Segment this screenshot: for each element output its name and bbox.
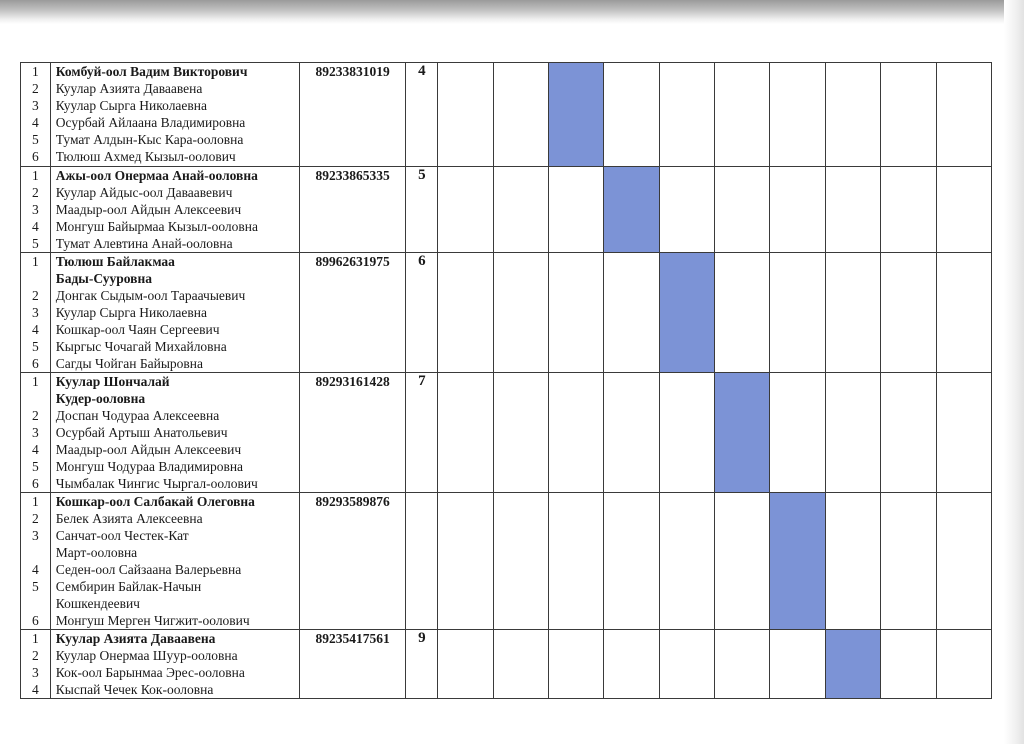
member-name: Монгуш Чодураа Владимировна: [55, 459, 244, 474]
group-number: 4: [406, 63, 438, 167]
member-name: Кыргыс Чочагай Михайловна: [55, 339, 227, 354]
member-names: [50, 167, 299, 253]
schedule-cell-filled: [715, 373, 770, 493]
member-names: [50, 493, 299, 630]
schedule-cell: [493, 253, 548, 373]
member-number: [21, 390, 50, 407]
member-number: 3: [32, 425, 39, 440]
schedule-cell: [549, 373, 604, 493]
member-number: 1: [32, 494, 39, 509]
group-row: [21, 493, 992, 630]
schedule-cell: [881, 167, 936, 253]
schedule-cell: [715, 167, 770, 253]
schedule-cell: [936, 630, 991, 699]
schedule-cell: [493, 493, 548, 630]
schedule-cell: [825, 253, 880, 373]
schedule-cell-filled: [549, 63, 604, 167]
group-row: [21, 167, 992, 253]
member-number: 3: [32, 528, 39, 543]
member-number: 3: [32, 305, 39, 320]
member-numbers: [21, 630, 51, 699]
member-name: Куулар Онермаа Шуур-ооловна: [55, 648, 238, 663]
schedule-cell: [438, 253, 493, 373]
group-row: [21, 373, 992, 493]
group-row: [21, 630, 992, 699]
member-number: 5: [32, 579, 39, 594]
schedule-cell: [493, 373, 548, 493]
schedule-cell: [438, 373, 493, 493]
member-name: Кошкар-оол Чаян Сергеевич: [55, 322, 220, 337]
member-number: 2: [32, 511, 39, 526]
member-number: 1: [32, 168, 39, 183]
member-name: Куулар Азията Даваавена: [55, 81, 203, 96]
member-name: Тумат Алдын-Кыс Кара-ооловна: [55, 132, 244, 147]
phone-number: 89293161428: [299, 373, 405, 493]
member-name: Чымбалак Чингис Чыргал-оолович: [55, 476, 258, 491]
group-row: [21, 63, 992, 167]
member-numbers: [21, 493, 51, 630]
member-name: Осурбай Айлаана Владимировна: [55, 115, 246, 130]
member-number: 5: [32, 132, 39, 147]
member-number: 6: [32, 356, 39, 371]
member-number: 3: [32, 202, 39, 217]
schedule-cell: [825, 373, 880, 493]
member-number: [21, 544, 50, 561]
schedule-cell: [770, 253, 825, 373]
member-name: Седен-оол Сайзаана Валерьевна: [55, 562, 242, 577]
schedule-cell: [438, 63, 493, 167]
schedule-cell: [715, 630, 770, 699]
schedule-cell: [438, 630, 493, 699]
schedule-cell: [770, 63, 825, 167]
member-name: Монгуш Мерген Чигжит-оолович: [55, 613, 250, 628]
schedule-cell: [438, 493, 493, 630]
member-number: 4: [32, 322, 39, 337]
schedule-cell: [715, 253, 770, 373]
schedule-cell: [659, 630, 714, 699]
schedule-cell: [659, 63, 714, 167]
schedule-cell-filled: [825, 630, 880, 699]
schedule-table: [20, 62, 992, 699]
schedule-cell: [770, 373, 825, 493]
phone-number: 89233865335: [299, 167, 405, 253]
member-number: 6: [32, 613, 39, 628]
schedule-cell: [604, 63, 659, 167]
member-number: 5: [32, 339, 39, 354]
member-name-lead: Кудер-ооловна: [55, 391, 146, 406]
scan-shadow-right: [1004, 0, 1024, 744]
member-name: Кошкендеевич: [55, 596, 140, 611]
member-name: Сембирин Байлак-Начын: [55, 579, 202, 594]
member-number: 6: [32, 149, 39, 164]
member-number: 4: [32, 219, 39, 234]
member-number: 4: [32, 682, 39, 697]
schedule-cell: [604, 373, 659, 493]
schedule-cell: [936, 373, 991, 493]
scan-shadow-top: [0, 0, 1024, 24]
member-name: Маадыр-оол Айдын Алексеевич: [55, 202, 242, 217]
schedule-cell: [493, 63, 548, 167]
schedule-cell: [715, 63, 770, 167]
schedule-cell: [549, 253, 604, 373]
schedule-body: [21, 63, 992, 699]
member-names: [50, 63, 299, 167]
member-name: Куулар Айдыс-оол Даваавевич: [55, 185, 233, 200]
member-name: Осурбай Артыш Анатольевич: [55, 425, 228, 440]
member-name: Кыспай Чечек Кок-ооловна: [55, 682, 214, 697]
group-number: 5: [406, 167, 438, 253]
member-number: 1: [32, 64, 39, 79]
member-number: 2: [32, 408, 39, 423]
schedule-cell: [549, 630, 604, 699]
schedule-cell: [881, 630, 936, 699]
phone-number: 89962631975: [299, 253, 405, 373]
schedule-cell-filled: [659, 253, 714, 373]
schedule-cell: [715, 493, 770, 630]
member-name: Маадыр-оол Айдын Алексеевич: [55, 442, 242, 457]
member-name: Кок-оол Барынмаа Эрес-ооловна: [55, 665, 245, 680]
member-name: Санчат-оол Честек-Кат: [55, 528, 189, 543]
member-names: [50, 373, 299, 493]
schedule-cell: [493, 167, 548, 253]
schedule-cell: [825, 63, 880, 167]
phone-number: 89233831019: [299, 63, 405, 167]
group-row: [21, 253, 992, 373]
member-name-lead: Ажы-оол Онермаа Анай-ооловна: [55, 168, 258, 183]
member-name-lead: Тюлюш Байлакмаа: [55, 254, 175, 269]
member-number: 2: [32, 81, 39, 96]
member-name-lead: Бады-Сууровна: [55, 271, 152, 286]
member-number: 4: [32, 562, 39, 577]
member-names: [50, 253, 299, 373]
schedule-cell: [604, 253, 659, 373]
schedule-cell: [881, 493, 936, 630]
schedule-cell: [604, 630, 659, 699]
schedule-cell: [659, 167, 714, 253]
member-name: Доспан Чодураа Алексеевна: [55, 408, 220, 423]
member-number: [21, 270, 50, 287]
member-name: Март-ооловна: [55, 545, 138, 560]
member-name: Куулар Сырга Николаевна: [55, 98, 208, 113]
schedule-cell: [549, 167, 604, 253]
member-numbers: [21, 373, 51, 493]
member-number: 2: [32, 288, 39, 303]
member-name: Тюлюш Ахмед Кызыл-оолович: [55, 149, 236, 164]
member-name: Монгуш Байырмаа Кызыл-ооловна: [55, 219, 259, 234]
schedule-cell: [936, 167, 991, 253]
member-name-lead: Куулар Азията Даваавена: [55, 631, 216, 646]
group-number: [406, 493, 438, 630]
group-number: 6: [406, 253, 438, 373]
member-number: 2: [32, 185, 39, 200]
group-number: 7: [406, 373, 438, 493]
schedule-cell-filled: [770, 493, 825, 630]
member-number: 6: [32, 476, 39, 491]
member-number: 4: [32, 442, 39, 457]
schedule-cell: [825, 493, 880, 630]
schedule-cell: [493, 630, 548, 699]
schedule-cell: [825, 167, 880, 253]
schedule-cell: [604, 493, 659, 630]
schedule-cell: [659, 493, 714, 630]
member-number: 5: [32, 459, 39, 474]
schedule-cell: [438, 167, 493, 253]
member-numbers: [21, 167, 51, 253]
schedule-cell: [936, 253, 991, 373]
member-number: 3: [32, 98, 39, 113]
schedule-cell: [770, 167, 825, 253]
member-name: Донгак Сыдым-оол Тараачыевич: [55, 288, 246, 303]
schedule-cell: [881, 373, 936, 493]
member-numbers: [21, 63, 51, 167]
member-number: 5: [32, 236, 39, 251]
schedule-cell: [881, 63, 936, 167]
schedule-cell: [770, 630, 825, 699]
member-number: 1: [32, 374, 39, 389]
schedule-cell-filled: [604, 167, 659, 253]
group-number: 9: [406, 630, 438, 699]
member-name: Сагды Чойган Байыровна: [55, 356, 203, 371]
schedule-cell: [936, 493, 991, 630]
member-name-lead: Кошкар-оол Салбакай Олеговна: [55, 494, 255, 509]
schedule-cell: [549, 493, 604, 630]
member-number: [21, 595, 50, 612]
schedule-cell: [936, 63, 991, 167]
member-names: [50, 630, 299, 699]
member-name: Белек Азията Алексеевна: [55, 511, 203, 526]
member-name: Куулар Сырга Николаевна: [55, 305, 208, 320]
schedule-cell: [659, 373, 714, 493]
phone-number: 89235417561: [299, 630, 405, 699]
phone-number: 89293589876: [299, 493, 405, 630]
member-number: 4: [32, 115, 39, 130]
member-number: 1: [32, 254, 39, 269]
member-name: Тумат Алевтина Анай-ооловна: [55, 236, 233, 251]
member-name-lead: Куулар Шончалай: [55, 374, 170, 389]
member-numbers: [21, 253, 51, 373]
member-number: 3: [32, 665, 39, 680]
member-number: 1: [32, 631, 39, 646]
member-name-lead: Комбуй-оол Вадим Викторович: [55, 64, 248, 79]
member-number: 2: [32, 648, 39, 663]
schedule-cell: [881, 253, 936, 373]
